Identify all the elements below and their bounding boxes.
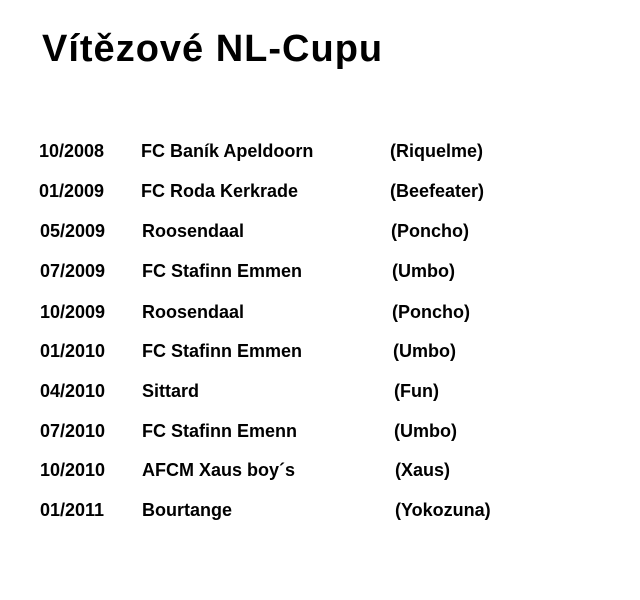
winner-club: FC Baník Apeldoorn	[141, 141, 314, 161]
winner-row	[0, 379, 640, 403]
winner-club: FC Stafinn Emmen	[142, 261, 303, 281]
winner-club: FC Stafinn Emenn	[142, 421, 298, 441]
winner-player: (Poncho)	[392, 302, 470, 322]
winner-row	[0, 498, 640, 522]
winner-row	[0, 300, 640, 324]
winner-date: 10/2010	[40, 460, 106, 480]
winner-date: 07/2009	[40, 261, 106, 281]
winner-row	[0, 179, 640, 203]
winner-player: (Beefeater)	[390, 181, 485, 201]
winner-date: 10/2009	[40, 302, 106, 322]
winner-date: 05/2009	[40, 221, 106, 241]
winner-player: (Yokozuna)	[395, 500, 491, 520]
winner-row	[0, 139, 640, 163]
winner-row	[0, 219, 640, 243]
winner-row	[0, 419, 640, 443]
winner-club: Roosendaal	[142, 302, 245, 322]
winner-date: 01/2009	[39, 181, 105, 201]
winner-club: Bourtange	[142, 500, 232, 520]
winner-player: (Poncho)	[391, 221, 469, 241]
winner-club: AFCM Xaus boy´s	[142, 460, 296, 480]
winner-club: FC Stafinn Emmen	[142, 341, 303, 361]
winner-player: (Fun)	[394, 381, 439, 401]
winner-player: (Riquelme)	[390, 141, 484, 161]
winner-player: (Umbo)	[393, 341, 456, 361]
winner-date: 04/2010	[40, 381, 106, 401]
page-title: Vítězové NL-Cupu	[42, 28, 384, 70]
winner-club: Sittard	[142, 381, 200, 401]
winner-date: 01/2011	[40, 500, 105, 520]
winner-club: FC Roda Kerkrade	[141, 181, 299, 201]
winner-row	[0, 458, 640, 482]
winner-row	[0, 339, 640, 363]
winner-player: (Xaus)	[395, 460, 451, 480]
winner-player: (Umbo)	[394, 421, 457, 441]
winner-date: 07/2010	[40, 421, 106, 441]
winner-date: 01/2010	[40, 341, 106, 361]
winner-club: Roosendaal	[142, 221, 245, 241]
winner-player: (Umbo)	[392, 261, 455, 281]
winner-date: 10/2008	[39, 141, 105, 161]
winner-row	[0, 259, 640, 283]
